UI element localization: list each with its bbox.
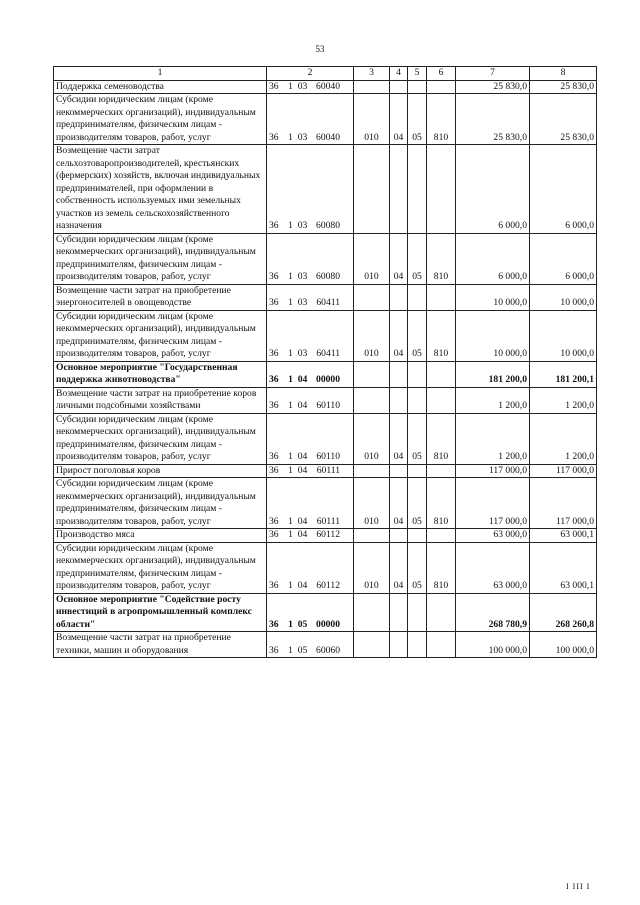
column-3-cell — [354, 387, 390, 413]
column-4-cell: 04 — [390, 478, 408, 529]
header-cell: 5 — [408, 67, 427, 81]
table-row — [54, 80, 597, 94]
amount-cell: 117 000,0 — [456, 464, 530, 478]
amount-cell: 25 830,0 — [530, 80, 597, 94]
item-name: Субсидии юридическим лицам (кроме некоммерческих организаций), индивидуальным предпринимателям, физическим лицам - производителям товаров, работ, услуг — [54, 94, 267, 145]
code-part: 05 — [297, 644, 308, 656]
code-part: 1 — [288, 618, 293, 630]
code-part: 03 — [297, 348, 308, 359]
column-6-cell — [427, 464, 456, 478]
item-name: Поддержка семеноводства — [54, 80, 267, 94]
table-row — [54, 464, 597, 478]
column-5-cell: 05 — [408, 94, 427, 145]
classification-code — [267, 233, 354, 284]
column-6-cell: 810 — [427, 413, 456, 464]
amount-cell: 1 200,0 — [530, 413, 597, 464]
amount-cell: 6 000,0 — [530, 233, 597, 284]
item-name: Основное мероприятие "Содействие росту инвестиций в агропромышленный комплекс области" — [54, 593, 267, 632]
code-part: 04 — [297, 529, 308, 540]
code-part: 60110 — [316, 400, 340, 411]
code-part: 1 — [288, 644, 293, 656]
code-part: 1 — [288, 297, 293, 308]
code-part: 1 — [288, 580, 293, 591]
column-4-cell: 04 — [390, 94, 408, 145]
classification-code — [267, 361, 354, 387]
code-part: 60040 — [316, 131, 340, 143]
column-5-cell — [408, 145, 427, 234]
amount-cell: 117 000,0 — [456, 478, 530, 529]
amount-cell: 1 200,0 — [456, 387, 530, 413]
table-row — [54, 542, 597, 593]
column-3-cell — [354, 529, 390, 543]
column-5-cell — [408, 80, 427, 94]
column-3-cell: 010 — [354, 94, 390, 145]
column-6-cell — [427, 632, 456, 658]
table-row — [54, 387, 597, 413]
table-row — [54, 94, 597, 145]
code-part: 36 — [269, 348, 279, 359]
page-number: 53 — [315, 44, 325, 54]
column-4-cell: 04 — [390, 542, 408, 593]
column-4-cell: 04 — [390, 233, 408, 284]
column-5-cell — [408, 387, 427, 413]
header-cell: 1 — [54, 67, 267, 81]
code-part: 00000 — [316, 618, 340, 630]
column-3-cell — [354, 284, 390, 310]
column-3-cell — [354, 464, 390, 478]
amount-cell: 268 780,9 — [456, 593, 530, 632]
code-part: 36 — [269, 464, 279, 476]
classification-code — [267, 94, 354, 145]
column-6-cell: 810 — [427, 310, 456, 361]
item-name: Субсидии юридическим лицам (кроме некоммерческих организаций), индивидуальным предпринимателям, физическим лицам - производителям товаров, работ, услуг — [54, 310, 267, 361]
amount-cell: 63 000,0 — [456, 542, 530, 593]
amount-cell: 63 000,0 — [456, 529, 530, 543]
code-part: 03 — [297, 220, 308, 231]
amount-cell: 63 000,1 — [530, 529, 597, 543]
table-row — [54, 632, 597, 658]
amount-cell: 25 830,0 — [530, 94, 597, 145]
code-part: 05 — [297, 618, 308, 630]
code-part: 1 — [288, 220, 293, 231]
column-3-cell — [354, 593, 390, 632]
column-4-cell — [390, 284, 408, 310]
table-row — [54, 529, 597, 543]
column-5-cell: 05 — [408, 310, 427, 361]
column-3-cell: 010 — [354, 542, 390, 593]
column-4-cell — [390, 593, 408, 632]
classification-code — [267, 145, 354, 234]
column-5-cell — [408, 529, 427, 543]
table-row — [54, 361, 597, 387]
code-part: 1 — [288, 400, 293, 411]
classification-code — [267, 464, 354, 478]
item-name: Субсидии юридическим лицам (кроме некоммерческих организаций), индивидуальным предпринимателям, физическим лицам - производителям товаров, работ, услуг — [54, 233, 267, 284]
amount-cell: 181 200,0 — [456, 361, 530, 387]
column-3-cell: 010 — [354, 310, 390, 361]
code-part: 36 — [269, 131, 279, 143]
item-name: Прирост поголовья коров — [54, 464, 267, 478]
column-6-cell: 810 — [427, 478, 456, 529]
amount-cell: 6 000,0 — [456, 233, 530, 284]
code-part: 04 — [297, 464, 308, 476]
code-part: 1 — [288, 80, 293, 92]
classification-code — [267, 80, 354, 94]
column-4-cell — [390, 80, 408, 94]
code-part: 36 — [269, 529, 279, 540]
column-3-cell — [354, 80, 390, 94]
code-part: 03 — [297, 131, 308, 143]
classification-code — [267, 632, 354, 658]
table-row — [54, 413, 597, 464]
column-5-cell: 05 — [408, 233, 427, 284]
code-part: 36 — [269, 220, 279, 231]
code-part: 60080 — [316, 220, 340, 231]
header-cell: 7 — [456, 67, 530, 81]
amount-cell: 117 000,0 — [530, 478, 597, 529]
code-part: 1 — [288, 271, 293, 282]
code-part: 04 — [297, 580, 308, 591]
code-part: 60112 — [316, 529, 340, 540]
classification-code — [267, 284, 354, 310]
code-part: 1 — [288, 529, 293, 540]
code-part: 04 — [297, 374, 308, 385]
table-body — [54, 80, 597, 658]
column-6-cell — [427, 529, 456, 543]
code-part: 03 — [297, 297, 308, 308]
code-part: 60040 — [316, 80, 340, 92]
amount-cell: 100 000,0 — [530, 632, 597, 658]
amount-cell: 10 000,0 — [530, 310, 597, 361]
column-6-cell — [427, 361, 456, 387]
classification-code — [267, 387, 354, 413]
amount-cell: 6 000,0 — [456, 145, 530, 234]
column-3-cell — [354, 145, 390, 234]
code-part: 00000 — [316, 374, 340, 385]
amount-cell: 10 000,0 — [456, 310, 530, 361]
column-5-cell: 05 — [408, 413, 427, 464]
classification-code — [267, 542, 354, 593]
column-6-cell — [427, 593, 456, 632]
table-row — [54, 310, 597, 361]
column-4-cell — [390, 464, 408, 478]
budget-table — [53, 66, 597, 658]
amount-cell: 10 000,0 — [530, 284, 597, 310]
column-4-cell — [390, 387, 408, 413]
amount-cell: 1 200,0 — [456, 413, 530, 464]
header-cell: 2 — [267, 67, 354, 81]
column-6-cell — [427, 387, 456, 413]
table-row — [54, 145, 597, 234]
item-name: Основное мероприятие "Государственная поддержка животноводства" — [54, 361, 267, 387]
classification-code — [267, 593, 354, 632]
column-5-cell: 05 — [408, 542, 427, 593]
item-name: Возмещение части затрат сельхозтоваропроизводителей, крестьянских (фермерских) хозяйств, включая индивидуальных предпринимателей, при оформлении в собственность используемых ими земельных участков из земель сельскохозяйственного назначения — [54, 145, 267, 234]
column-4-cell: 04 — [390, 413, 408, 464]
header-row — [54, 67, 597, 81]
code-part: 03 — [297, 271, 308, 282]
item-name: Субсидии юридическим лицам (кроме некоммерческих организаций), индивидуальным предпринимателям, физическим лицам - производителям товаров, работ, услуг — [54, 478, 267, 529]
code-part: 36 — [269, 451, 279, 462]
column-6-cell: 810 — [427, 233, 456, 284]
table-row — [54, 284, 597, 310]
code-part: 1 — [288, 464, 293, 476]
code-part: 36 — [269, 271, 279, 282]
amount-cell: 25 830,0 — [456, 94, 530, 145]
amount-cell: 63 000,1 — [530, 542, 597, 593]
code-part: 1 — [288, 451, 293, 462]
item-name: Производство мяса — [54, 529, 267, 543]
item-name: Возмещение части затрат на приобретение техники, машин и оборудования — [54, 632, 267, 658]
column-6-cell: 810 — [427, 94, 456, 145]
column-3-cell — [354, 361, 390, 387]
code-part: 60112 — [316, 580, 340, 591]
code-part: 1 — [288, 348, 293, 359]
table-row — [54, 593, 597, 632]
column-6-cell: 810 — [427, 542, 456, 593]
code-part: 60411 — [316, 348, 340, 359]
header-cell: 8 — [530, 67, 597, 81]
classification-code — [267, 413, 354, 464]
code-part: 60411 — [316, 297, 340, 308]
column-4-cell — [390, 145, 408, 234]
column-3-cell: 010 — [354, 478, 390, 529]
amount-cell: 117 000,0 — [530, 464, 597, 478]
item-name: Возмещение части затрат на приобретение энергоносителей в овощеводстве — [54, 284, 267, 310]
table-row — [54, 478, 597, 529]
footer-mark: I III I — [566, 882, 591, 891]
code-part: 36 — [269, 374, 279, 385]
code-part: 36 — [269, 515, 279, 527]
column-3-cell — [354, 632, 390, 658]
code-part: 1 — [288, 374, 293, 385]
code-part: 36 — [269, 80, 279, 92]
code-part: 04 — [297, 515, 308, 527]
column-4-cell — [390, 361, 408, 387]
amount-cell: 181 200,1 — [530, 361, 597, 387]
column-4-cell: 04 — [390, 310, 408, 361]
code-part: 04 — [297, 451, 308, 462]
amount-cell: 268 260,8 — [530, 593, 597, 632]
code-part: 36 — [269, 644, 279, 656]
classification-code — [267, 529, 354, 543]
classification-code — [267, 478, 354, 529]
code-part: 60111 — [316, 515, 340, 527]
amount-cell: 6 000,0 — [530, 145, 597, 234]
header-cell: 3 — [354, 67, 390, 81]
code-part: 60111 — [316, 464, 340, 476]
classification-code — [267, 310, 354, 361]
code-part: 60080 — [316, 271, 340, 282]
header-cell: 4 — [390, 67, 408, 81]
amount-cell: 100 000,0 — [456, 632, 530, 658]
column-5-cell — [408, 361, 427, 387]
column-5-cell — [408, 593, 427, 632]
column-5-cell — [408, 464, 427, 478]
code-part: 60060 — [316, 644, 340, 656]
column-5-cell — [408, 632, 427, 658]
code-part: 1 — [288, 515, 293, 527]
amount-cell: 10 000,0 — [456, 284, 530, 310]
column-4-cell — [390, 529, 408, 543]
column-5-cell: 05 — [408, 478, 427, 529]
code-part: 03 — [297, 80, 308, 92]
column-5-cell — [408, 284, 427, 310]
code-part: 60110 — [316, 451, 340, 462]
column-3-cell: 010 — [354, 413, 390, 464]
amount-cell: 1 200,0 — [530, 387, 597, 413]
item-name: Возмещение части затрат на приобретение коров личными подсобными хозяйствами — [54, 387, 267, 413]
code-part: 36 — [269, 400, 279, 411]
column-6-cell — [427, 145, 456, 234]
amount-cell: 25 830,0 — [456, 80, 530, 94]
column-4-cell — [390, 632, 408, 658]
code-part: 36 — [269, 297, 279, 308]
column-3-cell: 010 — [354, 233, 390, 284]
code-part: 36 — [269, 618, 279, 630]
code-part: 36 — [269, 580, 279, 591]
code-part: 1 — [288, 131, 293, 143]
header-cell: 6 — [427, 67, 456, 81]
item-name: Субсидии юридическим лицам (кроме некоммерческих организаций), индивидуальным предпринимателям, физическим лицам - производителям товаров, работ, услуг — [54, 542, 267, 593]
code-part: 04 — [297, 400, 308, 411]
table-row — [54, 233, 597, 284]
item-name: Субсидии юридическим лицам (кроме некоммерческих организаций), индивидуальным предпринимателям, физическим лицам - производителям товаров, работ, услуг — [54, 413, 267, 464]
column-6-cell — [427, 284, 456, 310]
column-6-cell — [427, 80, 456, 94]
